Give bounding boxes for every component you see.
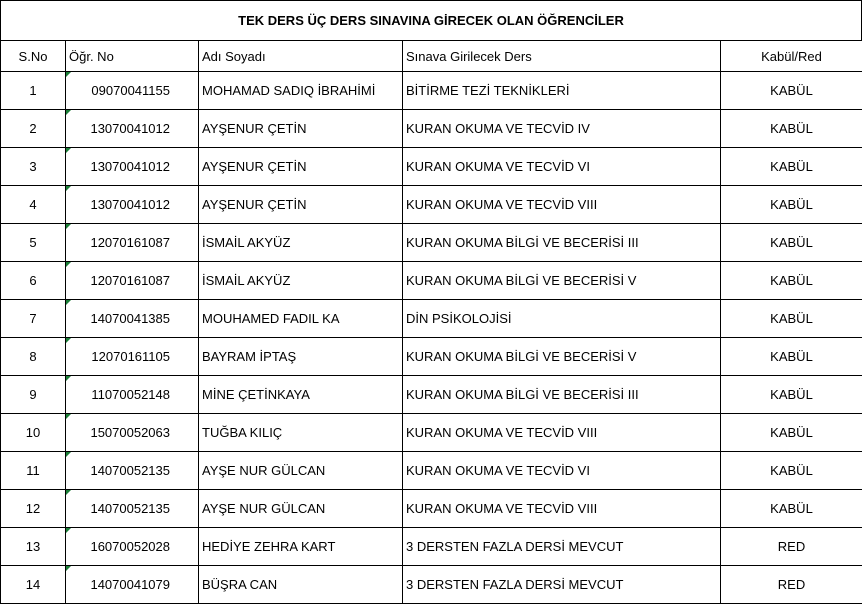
cell-status[interactable]: KABÜL bbox=[721, 414, 862, 452]
cell-status[interactable]: KABÜL bbox=[721, 338, 862, 376]
cell-student-id[interactable] bbox=[66, 566, 199, 604]
header-row bbox=[1, 41, 862, 72]
cell-status[interactable]: RED bbox=[721, 528, 862, 566]
table-row bbox=[1, 338, 862, 376]
cell-student-id[interactable] bbox=[66, 186, 199, 224]
cell-course[interactable]: KURAN OKUMA VE TECVİD VI bbox=[403, 148, 721, 186]
cell-course[interactable]: KURAN OKUMA VE TECVİD VIII bbox=[403, 414, 721, 452]
cell-name[interactable]: BÜŞRA CAN bbox=[199, 566, 403, 604]
cell-student-id-text: 13070041012 bbox=[90, 121, 170, 136]
number-as-text-indicator-icon bbox=[66, 148, 71, 153]
cell-no[interactable]: 6 bbox=[1, 262, 66, 300]
cell-no[interactable]: 10 bbox=[1, 414, 66, 452]
cell-status[interactable]: KABÜL bbox=[721, 490, 862, 528]
table-row bbox=[1, 262, 862, 300]
table-row bbox=[1, 490, 862, 528]
cell-status[interactable]: KABÜL bbox=[721, 72, 862, 110]
table-row bbox=[1, 376, 862, 414]
cell-name[interactable]: BAYRAM İPTAŞ bbox=[199, 338, 403, 376]
cell-no[interactable]: 14 bbox=[1, 566, 66, 604]
cell-no[interactable]: 1 bbox=[1, 72, 66, 110]
cell-no[interactable]: 12 bbox=[1, 490, 66, 528]
cell-course[interactable]: BİTİRME TEZİ TEKNİKLERİ bbox=[403, 72, 721, 110]
cell-course[interactable]: KURAN OKUMA BİLGİ VE BECERİSİ III bbox=[403, 376, 721, 414]
cell-student-id[interactable] bbox=[66, 300, 199, 338]
table-row bbox=[1, 72, 862, 110]
cell-no[interactable]: 9 bbox=[1, 376, 66, 414]
cell-student-id-text: 09070041155 bbox=[91, 83, 170, 98]
cell-student-id[interactable] bbox=[66, 110, 199, 148]
header-no[interactable]: S.No bbox=[1, 41, 66, 72]
header-student-id[interactable]: Öğr. No bbox=[66, 41, 199, 72]
cell-student-id[interactable] bbox=[66, 528, 199, 566]
header-course[interactable]: Sınava Girilecek Ders bbox=[403, 41, 721, 72]
number-as-text-indicator-icon bbox=[66, 262, 71, 267]
cell-student-id-text: 14070041079 bbox=[90, 577, 170, 592]
number-as-text-indicator-icon bbox=[66, 224, 71, 229]
cell-course[interactable]: KURAN OKUMA VE TECVİD VI bbox=[403, 452, 721, 490]
cell-name[interactable]: TUĞBA KILIÇ bbox=[199, 414, 403, 452]
cell-course[interactable]: DİN PSİKOLOJİSİ bbox=[403, 300, 721, 338]
cell-name[interactable]: AYŞE NUR GÜLCAN bbox=[199, 490, 403, 528]
cell-name[interactable]: İSMAİL AKYÜZ bbox=[199, 262, 403, 300]
cell-course[interactable]: KURAN OKUMA BİLGİ VE BECERİSİ III bbox=[403, 224, 721, 262]
number-as-text-indicator-icon bbox=[66, 490, 71, 495]
table-row bbox=[1, 452, 862, 490]
cell-course[interactable]: KURAN OKUMA VE TECVİD IV bbox=[403, 110, 721, 148]
cell-no[interactable]: 11 bbox=[1, 452, 66, 490]
table-row bbox=[1, 186, 862, 224]
cell-student-id-text: 12070161087 bbox=[90, 235, 170, 250]
header-name[interactable]: Adı Soyadı bbox=[199, 41, 403, 72]
cell-no[interactable]: 13 bbox=[1, 528, 66, 566]
cell-status[interactable]: KABÜL bbox=[721, 300, 862, 338]
cell-status[interactable]: RED bbox=[721, 566, 862, 604]
cell-student-id[interactable] bbox=[66, 148, 199, 186]
cell-student-id[interactable] bbox=[66, 490, 199, 528]
cell-student-id[interactable] bbox=[66, 452, 199, 490]
cell-status[interactable]: KABÜL bbox=[721, 110, 862, 148]
cell-student-id[interactable] bbox=[66, 414, 199, 452]
cell-status[interactable]: KABÜL bbox=[721, 148, 862, 186]
cell-student-id[interactable] bbox=[66, 72, 199, 110]
cell-no[interactable]: 4 bbox=[1, 186, 66, 224]
cell-name[interactable]: MOHAMAD SADIQ İBRAHİMİ bbox=[199, 72, 403, 110]
cell-student-id-text: 16070052028 bbox=[90, 539, 170, 554]
cell-student-id-text: 15070052063 bbox=[90, 425, 170, 440]
number-as-text-indicator-icon bbox=[66, 72, 71, 77]
table-row bbox=[1, 566, 862, 604]
cell-student-id-text: 14070052135 bbox=[90, 463, 170, 478]
cell-student-id-text: 13070041012 bbox=[90, 197, 170, 212]
cell-no[interactable]: 8 bbox=[1, 338, 66, 376]
number-as-text-indicator-icon bbox=[66, 414, 71, 419]
cell-course[interactable]: 3 DERSTEN FAZLA DERSİ MEVCUT bbox=[403, 528, 721, 566]
cell-name[interactable]: MİNE ÇETİNKAYA bbox=[199, 376, 403, 414]
cell-student-id-text: 11070052148 bbox=[91, 387, 170, 402]
cell-no[interactable]: 7 bbox=[1, 300, 66, 338]
header-status[interactable]: Kabül/Red bbox=[721, 41, 862, 72]
table-row bbox=[1, 528, 862, 566]
cell-course[interactable]: 3 DERSTEN FAZLA DERSİ MEVCUT bbox=[403, 566, 721, 604]
sheet-title: TEK DERS ÜÇ DERS SINAVINA GİRECEK OLAN ÖĞRENCİLER bbox=[0, 0, 862, 40]
table-row bbox=[1, 148, 862, 186]
cell-student-id[interactable] bbox=[66, 262, 199, 300]
cell-name[interactable]: MOUHAMED FADIL KA bbox=[199, 300, 403, 338]
cell-course[interactable]: KURAN OKUMA BİLGİ VE BECERİSİ V bbox=[403, 338, 721, 376]
cell-course[interactable]: KURAN OKUMA BİLGİ VE BECERİSİ V bbox=[403, 262, 721, 300]
table-row bbox=[1, 414, 862, 452]
cell-course[interactable]: KURAN OKUMA VE TECVİD VIII bbox=[403, 490, 721, 528]
cell-status[interactable]: KABÜL bbox=[721, 452, 862, 490]
cell-name[interactable]: İSMAİL AKYÜZ bbox=[199, 224, 403, 262]
cell-student-id-text: 14070041385 bbox=[90, 311, 170, 326]
cell-student-id[interactable] bbox=[66, 224, 199, 262]
cell-name[interactable]: AYŞE NUR GÜLCAN bbox=[199, 452, 403, 490]
cell-status[interactable]: KABÜL bbox=[721, 224, 862, 262]
cell-no[interactable]: 2 bbox=[1, 110, 66, 148]
cell-student-id-text: 13070041012 bbox=[90, 159, 170, 174]
cell-name[interactable]: HEDİYE ZEHRA KART bbox=[199, 528, 403, 566]
cell-no[interactable]: 3 bbox=[1, 148, 66, 186]
cell-student-id-text: 12070161087 bbox=[90, 273, 170, 288]
cell-student-id-text: 14070052135 bbox=[90, 501, 170, 516]
cell-no[interactable]: 5 bbox=[1, 224, 66, 262]
cell-student-id[interactable] bbox=[66, 338, 199, 376]
table-row bbox=[1, 224, 862, 262]
cell-name[interactable]: AYŞENUR ÇETİN bbox=[199, 148, 403, 186]
students-table bbox=[0, 40, 862, 604]
cell-name[interactable]: AYŞENUR ÇETİN bbox=[199, 110, 403, 148]
cell-course[interactable]: KURAN OKUMA VE TECVİD VIII bbox=[403, 186, 721, 224]
number-as-text-indicator-icon bbox=[66, 338, 71, 343]
table-row bbox=[1, 300, 862, 338]
number-as-text-indicator-icon bbox=[66, 300, 71, 305]
number-as-text-indicator-icon bbox=[66, 452, 71, 457]
number-as-text-indicator-icon bbox=[66, 376, 71, 381]
cell-name[interactable]: AYŞENUR ÇETİN bbox=[199, 186, 403, 224]
number-as-text-indicator-icon bbox=[66, 186, 71, 191]
cell-status[interactable]: KABÜL bbox=[721, 376, 862, 414]
number-as-text-indicator-icon bbox=[66, 566, 71, 571]
cell-status[interactable]: KABÜL bbox=[721, 262, 862, 300]
cell-student-id-text: 12070161105 bbox=[91, 349, 170, 364]
table-row bbox=[1, 110, 862, 148]
number-as-text-indicator-icon bbox=[66, 528, 71, 533]
cell-student-id[interactable] bbox=[66, 376, 199, 414]
number-as-text-indicator-icon bbox=[66, 110, 71, 115]
cell-status[interactable]: KABÜL bbox=[721, 186, 862, 224]
